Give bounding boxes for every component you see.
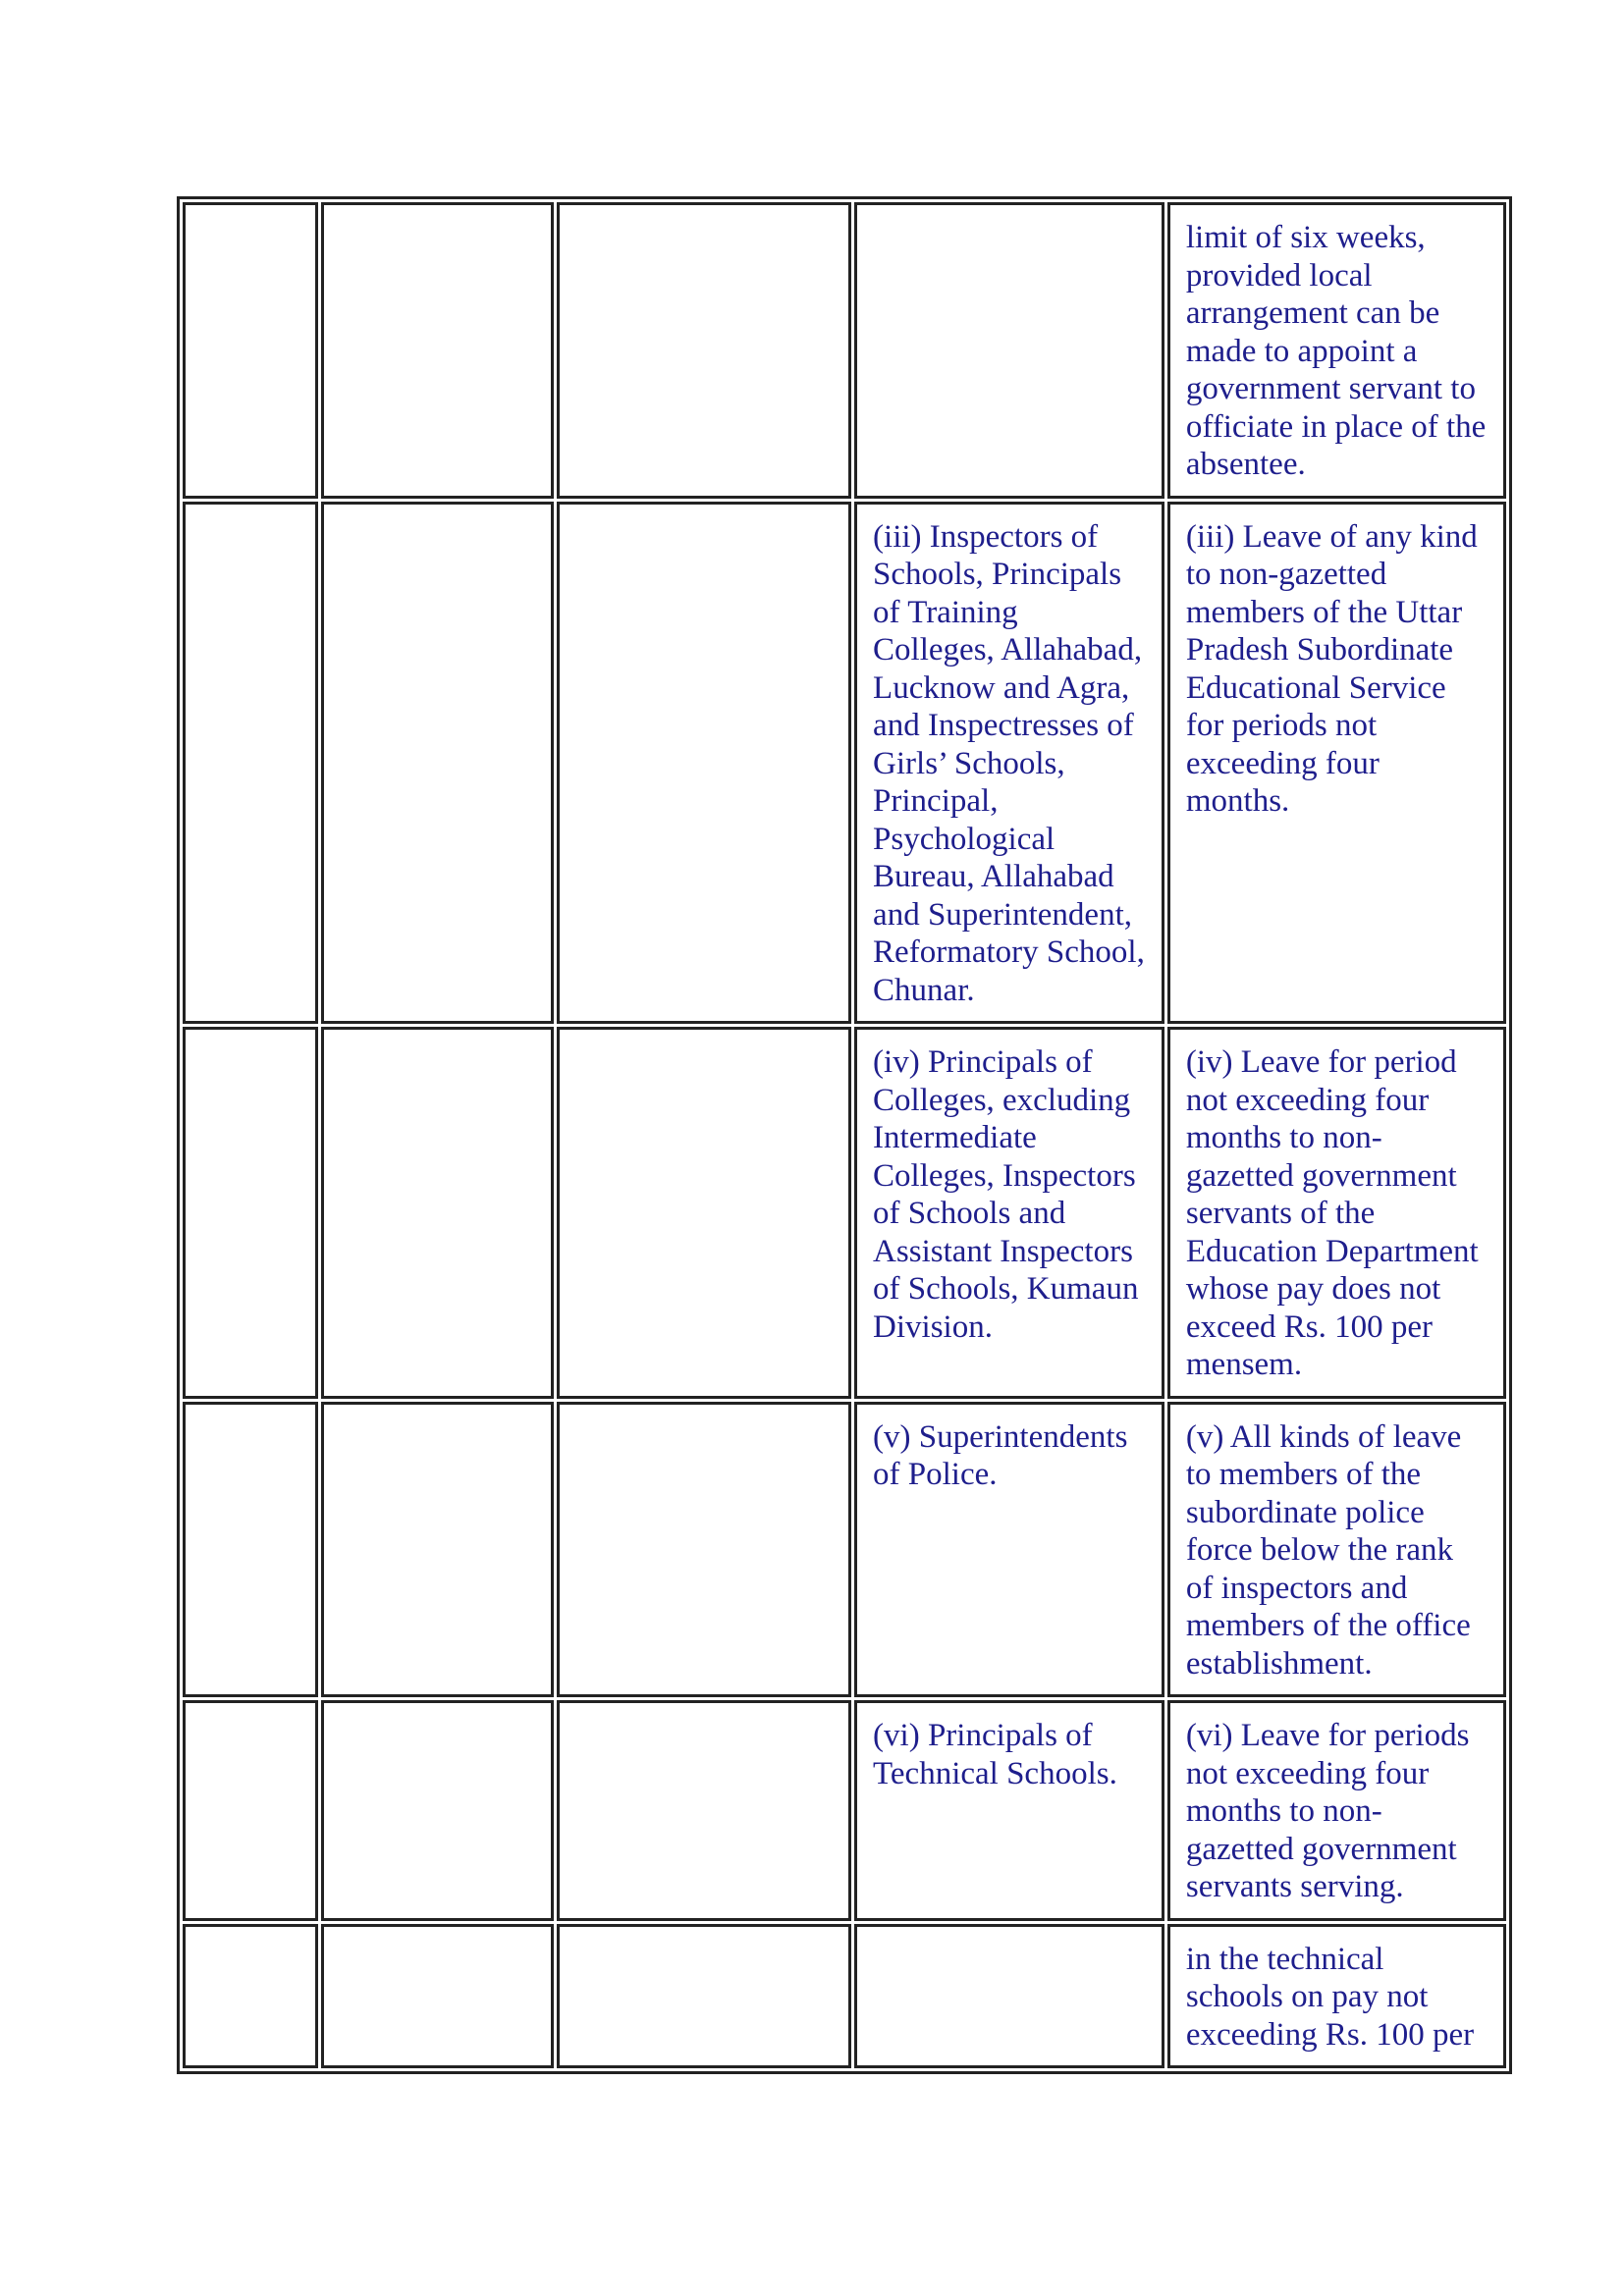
table-cell-empty — [321, 1402, 554, 1698]
leave-authority-table — [177, 196, 1512, 2074]
extent-cell: in the technical schools on pay not exceeding Rs. 100 per — [1167, 1924, 1506, 2069]
table-cell-empty — [557, 1402, 851, 1698]
table-cell-empty — [183, 1027, 318, 1399]
table-cell-empty — [557, 1027, 851, 1399]
table-cell-empty — [321, 1027, 554, 1399]
table-cell-empty — [321, 1700, 554, 1921]
table-cell-empty — [183, 202, 318, 499]
table-cell-empty — [183, 502, 318, 1025]
extent-cell: (vi) Leave for periods not exceeding four months to non-gazetted government servants serving. — [1167, 1700, 1506, 1921]
extent-cell: (iii) Leave of any kind to non-gazetted members of the Uttar Pradesh Subordinate Educational Service for periods not exceeding four months. — [1167, 502, 1506, 1025]
table-row — [183, 1027, 1506, 1399]
table-cell-empty — [183, 1924, 318, 2069]
table-cell-empty — [557, 202, 851, 499]
table-cell-empty — [183, 1402, 318, 1698]
authority-cell: (v) Superintendents of Police. — [854, 1402, 1164, 1698]
authority-cell: (iii) Inspectors of Schools, Principals of Training Colleges, Allahabad, Lucknow and Agra, and Inspectresses of Girls’ Schools, Principal, Psychological Bureau, Allahabad and Superintendent, Reformatory School, Chunar. — [854, 502, 1164, 1025]
table-cell-empty — [321, 502, 554, 1025]
table-cell-empty — [557, 502, 851, 1025]
table-cell-empty — [557, 1924, 851, 2069]
table-row — [183, 1700, 1506, 1921]
extent-cell: (iv) Leave for period not exceeding four months to non-gazetted government servants of the Education Department whose pay does not exceed Rs. 100 per mensem. — [1167, 1027, 1506, 1399]
authority-cell: (vi) Principals of Technical Schools. — [854, 1700, 1164, 1921]
table-cell-empty — [321, 202, 554, 499]
table-row — [183, 1924, 1506, 2069]
extent-cell: (v) All kinds of leave to members of the subordinate police force below the rank of inspectors and members of the office establishment. — [1167, 1402, 1506, 1698]
table-row — [183, 202, 1506, 499]
table-cell-empty — [321, 1924, 554, 2069]
authority-cell — [854, 202, 1164, 499]
table-row — [183, 1402, 1506, 1698]
authority-cell — [854, 1924, 1164, 2069]
table-cell-empty — [557, 1700, 851, 1921]
table-cell-empty — [183, 1700, 318, 1921]
authority-cell: (iv) Principals of Colleges, excluding Intermediate Colleges, Inspectors of Schools and Assistant Inspectors of Schools, Kumaun Division. — [854, 1027, 1164, 1399]
extent-cell: limit of six weeks, provided local arrangement can be made to appoint a government servant to officiate in place of the absentee. — [1167, 202, 1506, 499]
table-row — [183, 502, 1506, 1025]
